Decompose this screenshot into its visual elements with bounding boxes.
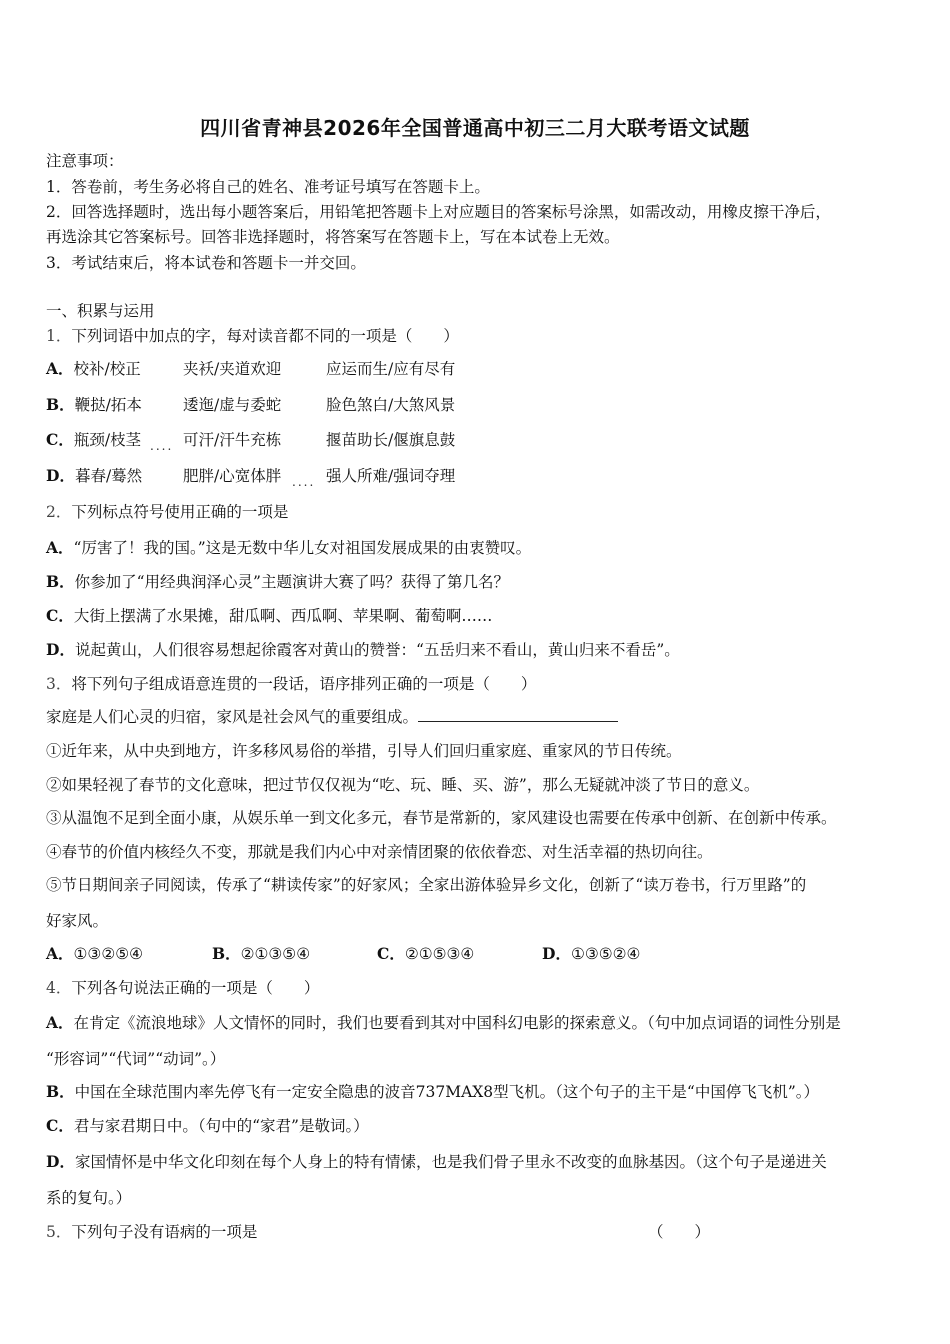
q1-option-d [46,466,142,486]
option-letter: B． [46,395,75,414]
q2-option-b [46,572,509,592]
option-letter: D． [46,640,75,659]
q3-sentence: ⑤节日期间亲子同阅读，传承了“耕读传家”的好家风；全家出游体验异乡文化，创新了“读万卷书，行万里路”的 [46,876,807,894]
option-col-1: 校补/校正 [73,360,141,378]
option-col-2: 可汗/汗牛充栋 [183,431,282,449]
q3-sentence: ④春节的价值内核经久不变，那就是我们内心中对亲情团聚的依依眷恋、对生活幸福的热切向往。 [46,843,713,861]
question-number: 3． [46,675,72,693]
notice-item: 2．回答选择题时，选出每小题答案后，用铅笔把答题卡上对应题目的答案标号涂黑，如需改动，用橡皮擦干净后， [46,203,831,221]
q3-sentence: ③从温饱不足到全面小康，从娱乐单一到文化多元，春节是常新的，家风建设也需要在传承中创新、在创新中传承。 [46,809,837,827]
option-text: “厉害了！我的国。”这是无数中华儿女对祖国发展成果的由衷赞叹。 [73,539,532,557]
question-number: 4． [46,979,72,997]
question-text: 将下列句子组成语意连贯的一段话，语序排列正确的一项是（ ） [71,675,537,693]
option-text: 中国在全球范围内率先停飞有一定安全隐患的波音737MAX8型飞机。（这个句子的主干是“中国停飞飞机”。） [74,1083,820,1101]
option-letter: D． [46,466,75,485]
question-text: 下列各句说法正确的一项是（ ） [71,979,320,997]
question-2-stem [46,502,288,522]
option-letter: D． [542,944,571,963]
question-5-stem [46,1222,257,1242]
notice-item: 1．答卷前，考生务必将自己的姓名、准考证号填写在答题卡上。 [46,178,490,196]
option-text: 君与家君期日中。（句中的“家君”是敬词。） [73,1117,369,1135]
option-col-3: 应运而生/应有尽有 [326,360,456,378]
option-col-3: 强人所难/强词夺理 [326,467,456,485]
option-col-1: 鞭挞/拓本 [74,396,142,414]
option-letter: C． [46,606,74,625]
option-text: 家国情怀是中华文化印刻在每个人身上的特有情愫，也是我们骨子里永不改变的血脉基因。（这个句子是递进关 [74,1153,827,1171]
section-heading: 一、积累与运用 [46,302,155,320]
q3-sentence: 好家风。 [46,912,109,930]
question-text: 下列标点符号使用正确的一项是 [71,503,289,521]
notice-heading: 注意事项： [46,152,124,170]
option-text: ①③②⑤④ [73,945,144,963]
q3-option-c [377,944,474,964]
q4-option-d-cont: 系的复句。） [46,1189,132,1207]
option-letter: A． [46,1013,74,1032]
emphasis-dots: .... [292,475,316,489]
q3-sentence: ①近年来，从中央到地方，许多移风易俗的举措，引导人们回归重家庭、重家风的节日传统。 [46,742,682,760]
q2-option-c [46,606,492,626]
answer-parentheses: （ ） [648,1223,711,1241]
q1-option-a [46,359,141,379]
option-letter: D． [46,1152,75,1171]
option-text: ②①③⑤④ [240,945,311,963]
option-col-2: 逶迤/虚与委蛇 [183,396,282,414]
question-text: 下列句子没有语病的一项是 [71,1223,258,1241]
option-letter: A． [46,944,74,963]
option-letter: C． [377,944,405,963]
q4-option-b [46,1082,819,1102]
option-col-3: 揠苗助长/偃旗息鼓 [326,431,456,449]
q1-option-c [46,430,141,450]
question-3-stem [46,674,536,694]
question-number: 1． [46,327,72,345]
q4-option-d [46,1152,827,1172]
question-number: 2． [46,503,72,521]
option-col-3: 脸色煞白/大煞风景 [326,396,456,414]
question-text: 下列词语中加点的字，每对读音都不同的一项是（ ） [71,327,459,345]
answer-blank [418,707,618,722]
q3-lead-sentence [46,707,618,727]
option-letter: B． [212,944,241,963]
option-text: ①③⑤②④ [570,945,641,963]
q3-option-b [212,944,310,964]
q3-sentence: ②如果轻视了春节的文化意味，把过节仅仅视为“吃、玩、睡、买、游”，那么无疑就冲淡了节日的意义。 [46,776,760,794]
emphasis-dots: .... [150,439,174,453]
option-col-1: 暮春/蓦然 [74,467,143,485]
option-letter: B． [46,572,75,591]
q4-option-a-cont: “形容词”“代词”“动词”。） [46,1050,226,1068]
option-letter: C． [46,430,74,449]
lead-text: 家庭是人们心灵的归宿，家风是社会风气的重要组成。 [46,708,419,726]
question-number: 5． [46,1223,72,1241]
question-1-stem [46,326,459,346]
option-col-2: 肥胖/心宽体胖 [183,467,282,485]
q1-option-b [46,395,142,415]
option-text: 大街上摆满了水果摊，甜瓜啊、西瓜啊、苹果啊、葡萄啊…… [73,607,493,625]
option-col-2: 夹袄/夹道欢迎 [183,360,282,378]
option-letter: A． [46,538,74,557]
question-4-stem [46,978,319,998]
option-text: 你参加了“用经典润泽心灵”主题演讲大赛了吗？获得了第几名？ [74,573,509,591]
q4-option-a [46,1013,841,1033]
option-text: 在肯定《流浪地球》人文情怀的同时，我们也要看到其对中国科幻电影的探索意义。（句中加点词语的词性分别是 [73,1014,841,1032]
option-text: ②①⑤③④ [404,945,475,963]
q2-option-d [46,640,680,660]
q2-option-a [46,538,531,558]
option-col-1: 瓶颈/枝茎 [73,431,142,449]
option-letter: B． [46,1082,75,1101]
option-text: 说起黄山，人们很容易想起徐霞客对黄山的赞誉：“五岳归来不看山，黄山归来不看岳”。 [74,641,680,659]
notice-item: 再选涂其它答案标号。回答非选择题时，将答案写在答题卡上，写在本试卷上无效。 [46,228,620,246]
q3-option-d [542,944,640,964]
notice-item: 3．考试结束后，将本试卷和答题卡一并交回。 [46,254,366,272]
q4-option-c [46,1116,369,1136]
q3-option-a [46,944,143,964]
option-letter: A． [46,359,74,378]
page-title: 四川省青神县2026年全国普通高中初三二月大联考语文试题 [200,116,750,140]
option-letter: C． [46,1116,74,1135]
